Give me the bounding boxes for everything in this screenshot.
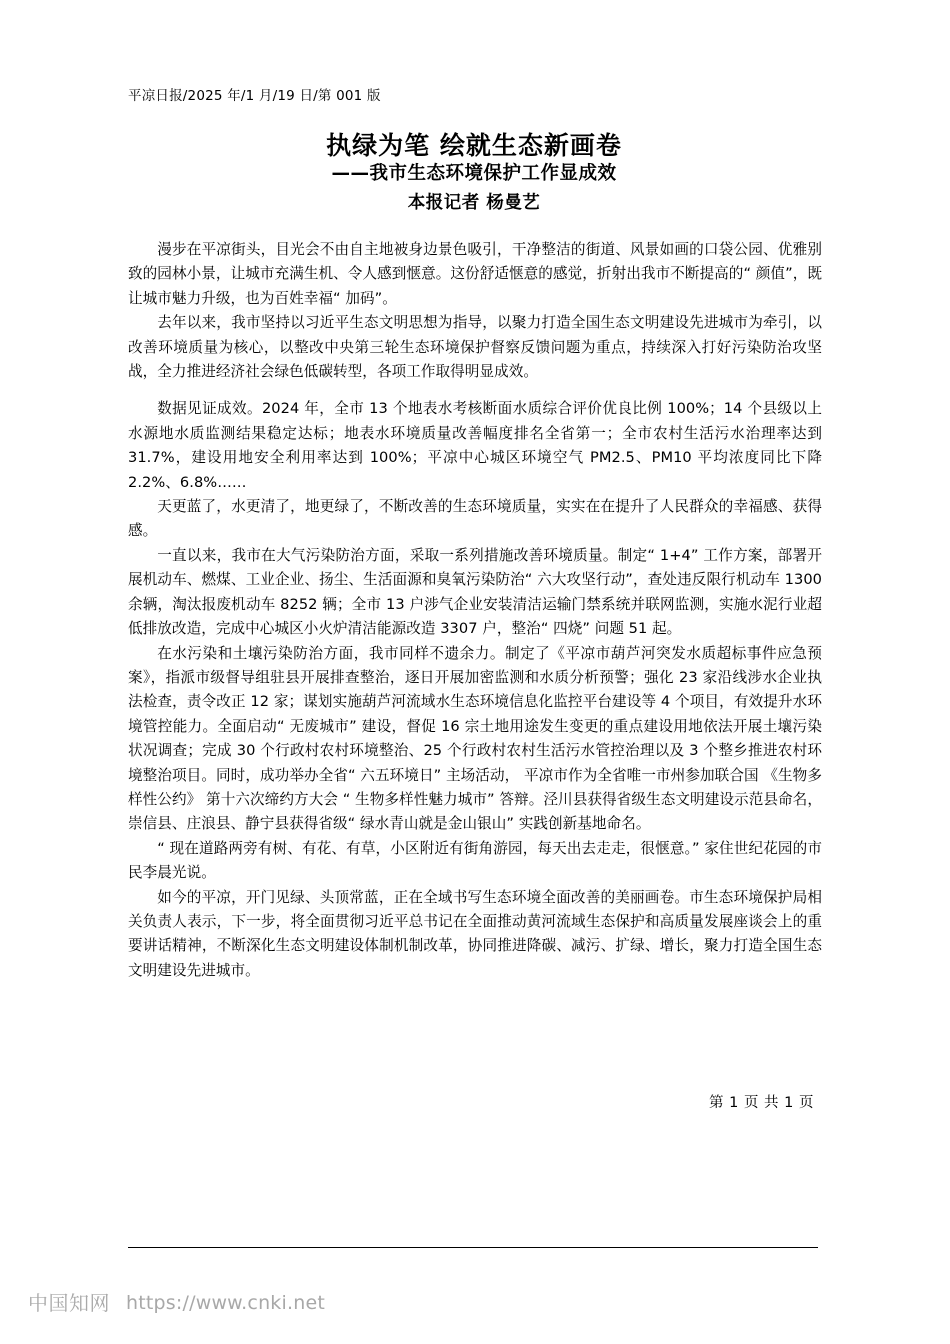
- body-paragraph: 漫步在平凉街头，目光会不由自主地被身边景色吸引，干净整洁的街道、风景如画的口袋公园、优雅别致的园林小景，让城市充满生机、令人感到惬意。这份舒适惬意的感觉，折射出我市不断提高的“ 颜值”，既让城市魅力升级，也为百姓幸福“ 加码”。: [128, 241, 822, 307]
- masthead-source-line: 平凉日报/2025 年/1 月/19 日/第 001 版: [128, 88, 381, 104]
- article-byline: 本报记者 杨曼艺: [407, 193, 541, 213]
- body-paragraph: 在水污染和土壤污染防治方面，我市同样不遗余力。制定了《平凉市葫芦河突发水质超标事件应急预案》，指派市级督导组驻县开展排查整治，逐日开展加密监测和水质分析预警；强化 23 家沿线涉水企业执法检查，责令改正 12 家；谋划实施葫芦河流域水生态环境信息化监控平台建设等 4 个项目，有效提升水环境管控能力。全面启动“ 无废城市” 建设，督促 16 宗土地用途发生变更的重点建设用地依法开展土壤污染状况调查；完成 30 个行政村农村环境整治、25 个行政村农村生活污水管控治理以及 3 个整乡推进农村环境整治项目。同时，成功举办全省“ 六五环境日” 主场活动， 平凉市作为全省唯一市州参加联合国 《生物多样性公约》 第十六次缔约方大会 “ 生物多样性魅力城市” 答辩。泾川县获得省级生态文明建设示范县命名，崇信县、庄浪县、静宁县获得省级“ 绿水青山就是金山银山” 实践创新基地命名。: [128, 644, 822, 833]
- body-paragraph: 如今的平凉，开门见绿、头顶常蓝，正在全域书写生态环境全面改善的美丽画卷。市生态环境保护局相关负责人表示，下一步，将全面贯彻习近平总书记在全面推动黄河流域生态保护和高质量发展座谈会上的重要讲话精神，不断深化生态文明建设体制机制改革，协同推进降碳、减污、扩绿、增长，聚力打造全国生态文明建设先进城市。: [128, 888, 822, 979]
- body-paragraph: 去年以来，我市坚持以习近平生态文明思想为指导，以聚力打造全国生态文明建设先进城市为牵引，以改善环境质量为核心，以整改中央第三轮生态环境保护督察反馈问题为重点，持续深入打好污染防治攻坚战，全力推进经济社会绿色低碳转型，各项工作取得明显成效。: [128, 314, 822, 381]
- cnki-brand-label: 中国知网: [28, 1291, 110, 1315]
- cnki-url-label: https://www.cnki.net: [126, 1292, 326, 1314]
- page-number-footer: 第 1 页 共 1 页: [709, 1095, 814, 1111]
- body-paragraph: 数据见证成效。2024 年，全市 13 个地表水考核断面水质综合评价优良比例 100%；14 个县级以上水源地水质监测结果稳定达标；地表水环境质量改善幅度排名全省第一；全市农村生活污水治理率达到 31.7%，建设用地安全利用率达到 100%；平凉中心城区环境空气 PM2.5、PM10 平均浓度同比下降 2.2%、6.8%……: [128, 400, 822, 491]
- footer-divider: [128, 1247, 818, 1248]
- body-paragraph: 天更蓝了，水更清了，地更绿了，不断改善的生态环境质量，实实在在提升了人民群众的幸福感、获得感。: [128, 498, 822, 540]
- article-title: 执绿为笔 绘就生态新画卷: [326, 130, 622, 160]
- cnki-watermark: [28, 1290, 325, 1316]
- body-paragraph: 一直以来，我市在大气污染防治方面，采取一系列措施改善环境质量。制定“ 1+4” 工作方案，部署开展机动车、燃煤、工业企业、扬尘、生活面源和臭氧污染防治“ 六大攻坚行动”，查处违反限行机动车 1300 余辆，淘汰报废机动车 8252 辆；全市 13 户涉气企业安装清洁运输门禁系统并联网监测，实施水泥行业超低排放改造，完成中心城区小火炉清洁能源改造 3307 户，整治“ 四烧” 问题 51 起。: [128, 546, 822, 638]
- article-subtitle: ——我市生态环境保护工作显成效: [331, 163, 617, 185]
- body-paragraph: “ 现在道路两旁有树、有花、有草，小区附近有街角游园，每天出去走走，很惬意。” 家住世纪花园的市民李晨光说。: [128, 839, 822, 882]
- article-body: [128, 238, 822, 983]
